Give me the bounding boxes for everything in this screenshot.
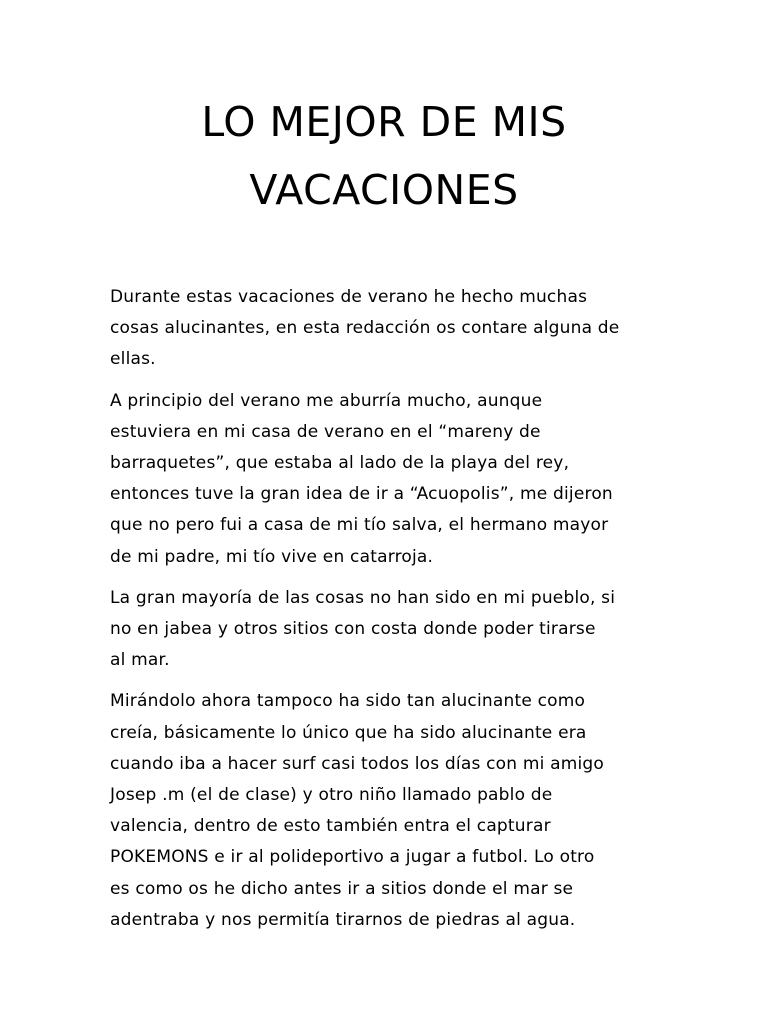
text-line: La gran mayoría de las cosas no han sido en mi pueblo, si	[110, 587, 616, 608]
text-line: adentraba y nos permitía tirarnos de piedras al agua.	[110, 909, 576, 930]
text-line: que no pero fui a casa de mi tío salva, el hermano mayor	[110, 515, 609, 536]
text-line: no en jabea y otros sitios con costa donde poder tirarse	[110, 619, 596, 640]
document-title	[0, 88, 768, 224]
paragraph-summer-start	[110, 386, 670, 573]
text-line: A principio del verano me aburría mucho, aunque	[110, 390, 543, 411]
title-line: LO MEJOR DE MIS	[201, 98, 567, 146]
text-line: ellas.	[110, 349, 156, 370]
text-line: barraquetes”, que estaba al lado de la playa del rey,	[110, 453, 570, 474]
text-line: cuando iba a hacer surf casi todos los días con mi amigo	[110, 753, 605, 774]
paragraph-intro	[110, 282, 670, 376]
text-line: estuviera en mi casa de verano en el “mareny de	[110, 421, 541, 442]
text-line: Durante estas vacaciones de verano he hecho muchas	[110, 287, 588, 307]
text-line: de mi padre, mi tío vive en catarroja.	[110, 546, 434, 567]
text-line: entonces tuve la gran idea de ir a “Acuopolis”, me dijeron	[110, 484, 613, 505]
paragraph-places	[110, 583, 670, 677]
text-line: POKEMONS e ir al polideportivo a jugar a futbol. Lo otro	[110, 847, 595, 868]
text-line: Josep .m (el de clase) y otro niño llamado pablo de	[110, 785, 553, 806]
title-line: VACACIONES	[249, 166, 519, 214]
text-line: al mar.	[110, 650, 170, 671]
text-line: creía, básicamente lo único que ha sido alucinante era	[110, 722, 587, 743]
text-line: es como os he dicho antes ir a sitios donde el mar se	[110, 878, 574, 899]
text-line: valencia, dentro de esto también entra el capturar	[110, 816, 551, 837]
paragraph-reflection	[110, 686, 670, 936]
document-body	[110, 282, 670, 946]
text-line: Mirándolo ahora tampoco ha sido tan alucinante como	[110, 691, 586, 712]
text-line: cosas alucinantes, en esta redacción os contare alguna de	[110, 318, 620, 339]
